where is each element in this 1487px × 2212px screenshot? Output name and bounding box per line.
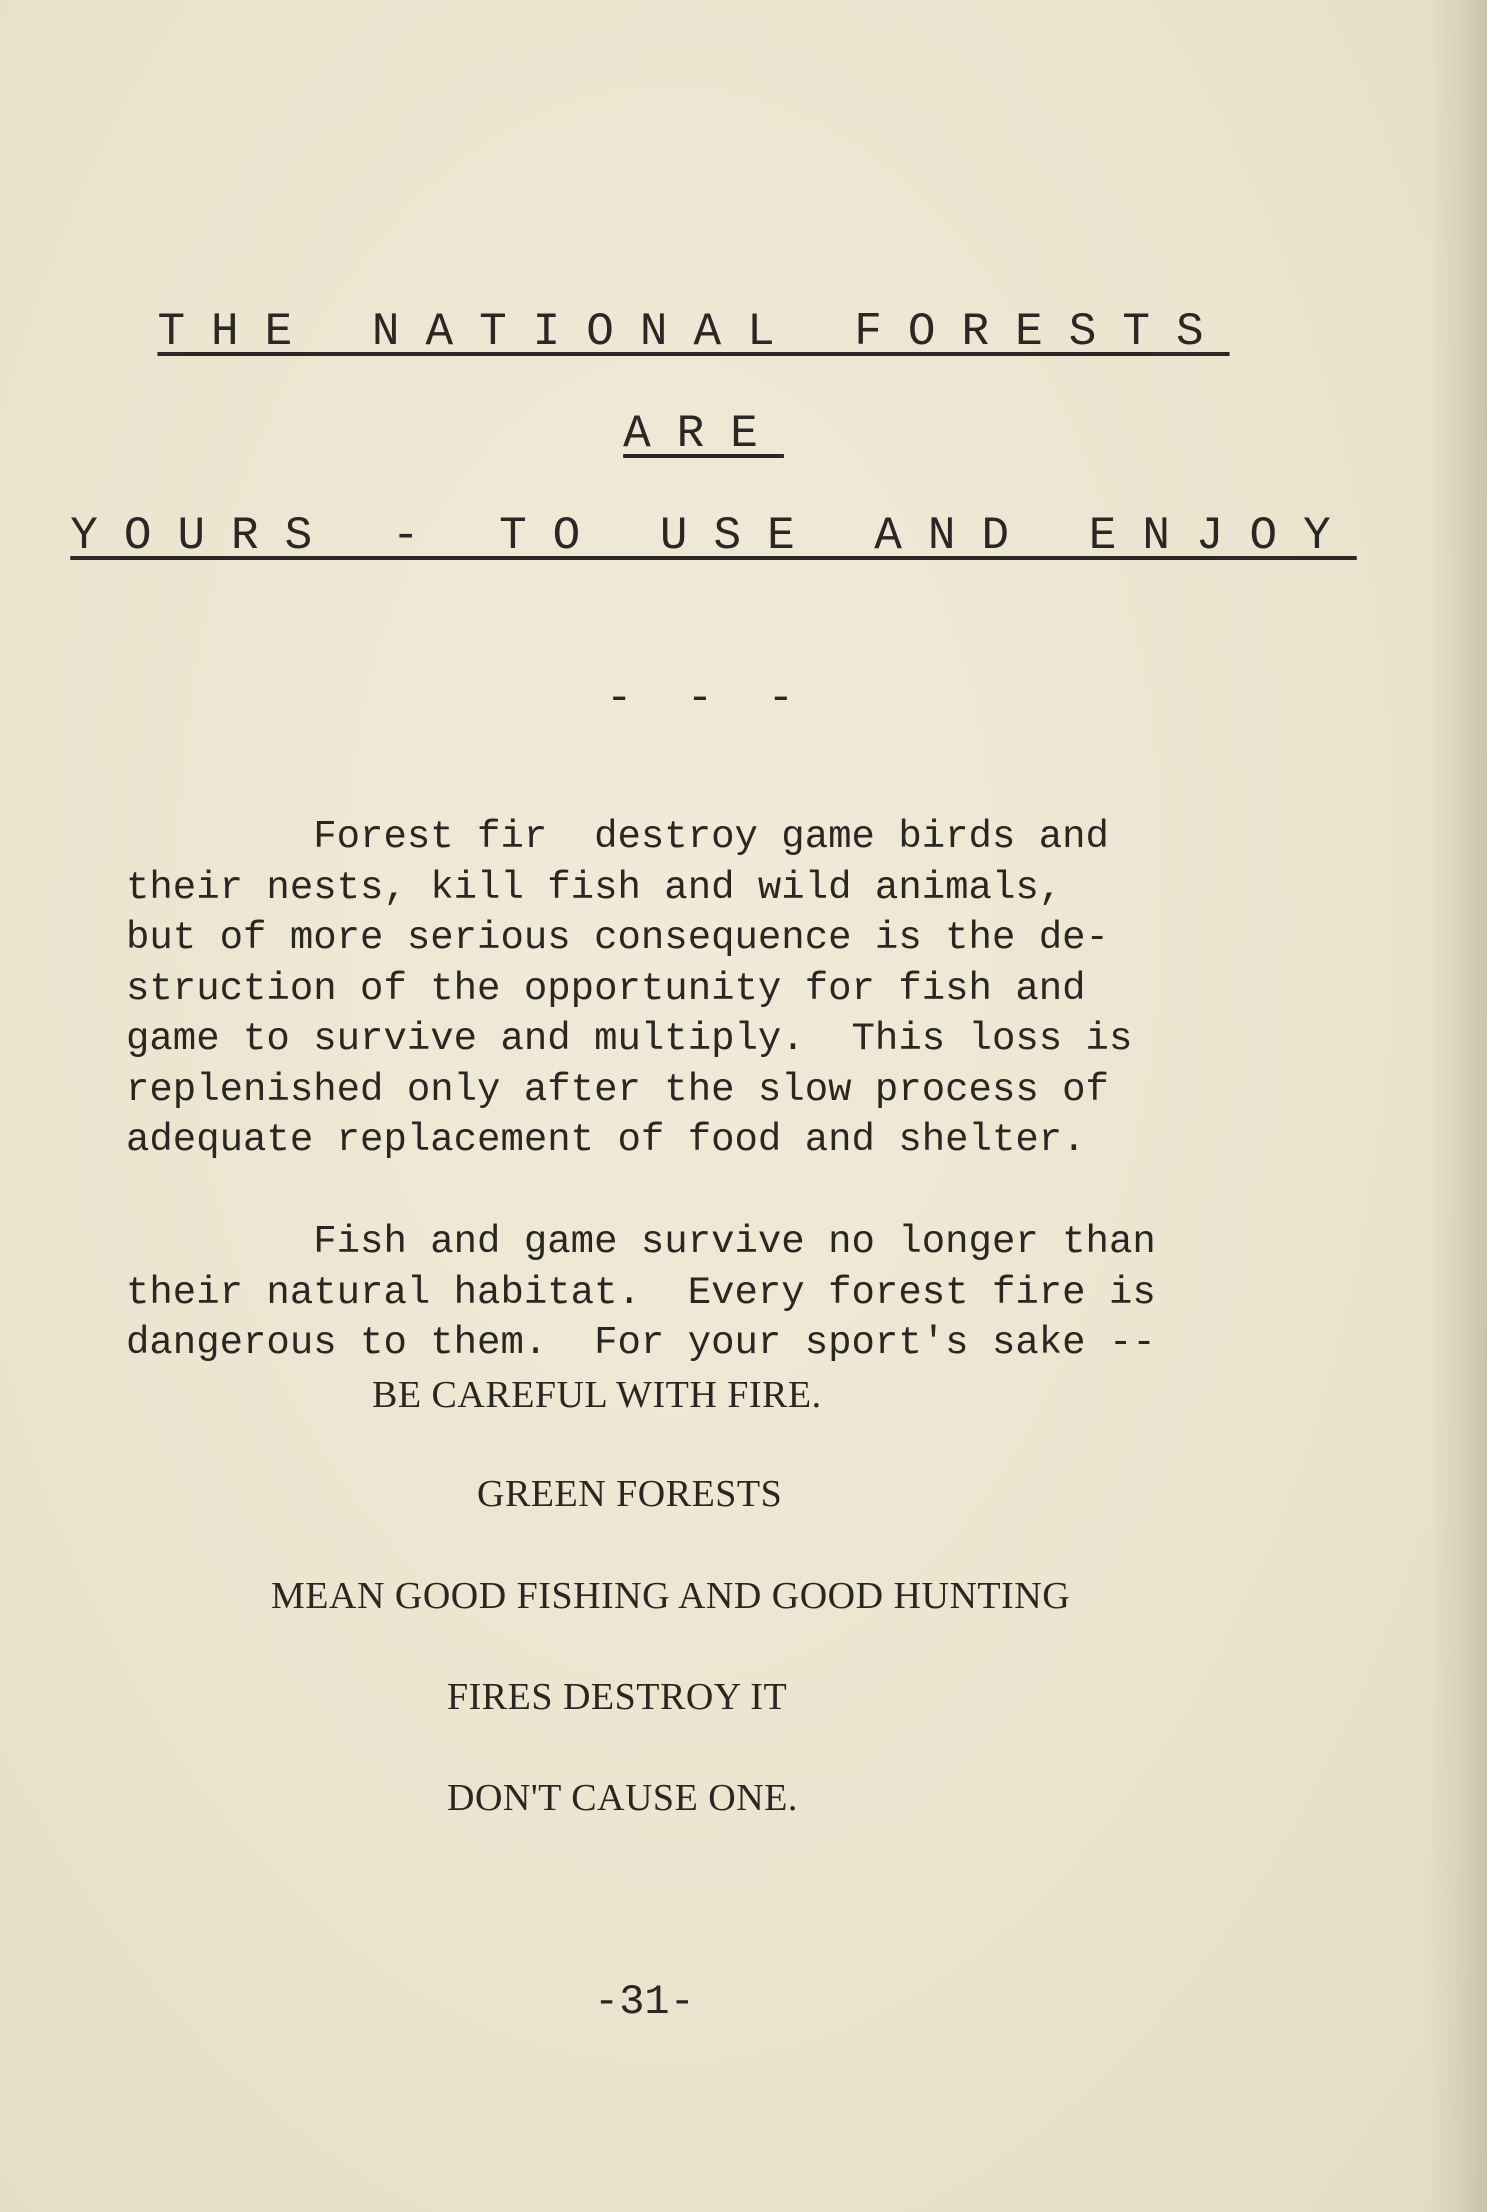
heading-line-3: YOURS - TO USE AND ENJOY <box>70 510 1357 562</box>
paragraph-fish-and-game: Fish and game survive no longer than their natural habitat. Every forest fire is dangerous to them. For your sport's sake -- <box>126 1220 1156 1365</box>
heading-line-2: ARE <box>623 408 784 460</box>
page-number: -31- <box>594 1978 695 2026</box>
section-separator: - - - <box>606 674 809 724</box>
slogan-good-fishing-hunting: MEAN GOOD FISHING AND GOOD HUNTING <box>271 1575 1071 1617</box>
slogan-fires-destroy: FIRES DESTROY IT <box>447 1676 788 1718</box>
paragraph-forest-fires: Forest fir destroy game birds and their nests, kill fish and wild animals, but of more serious consequence is the de- struction of the opportunity for fish and game to survive and multiply. This loss is replenished only after the slow process of adequate replacement of food and shelter. <box>126 815 1133 1162</box>
be-careful-line: BE CAREFUL WITH FIRE. <box>372 1374 822 1416</box>
slogan-green-forests: GREEN FORESTS <box>477 1473 783 1515</box>
heading-line-1: THE NATIONAL FORESTS <box>157 306 1230 358</box>
slogan-dont-cause-one: DON'T CAUSE ONE. <box>447 1777 798 1819</box>
